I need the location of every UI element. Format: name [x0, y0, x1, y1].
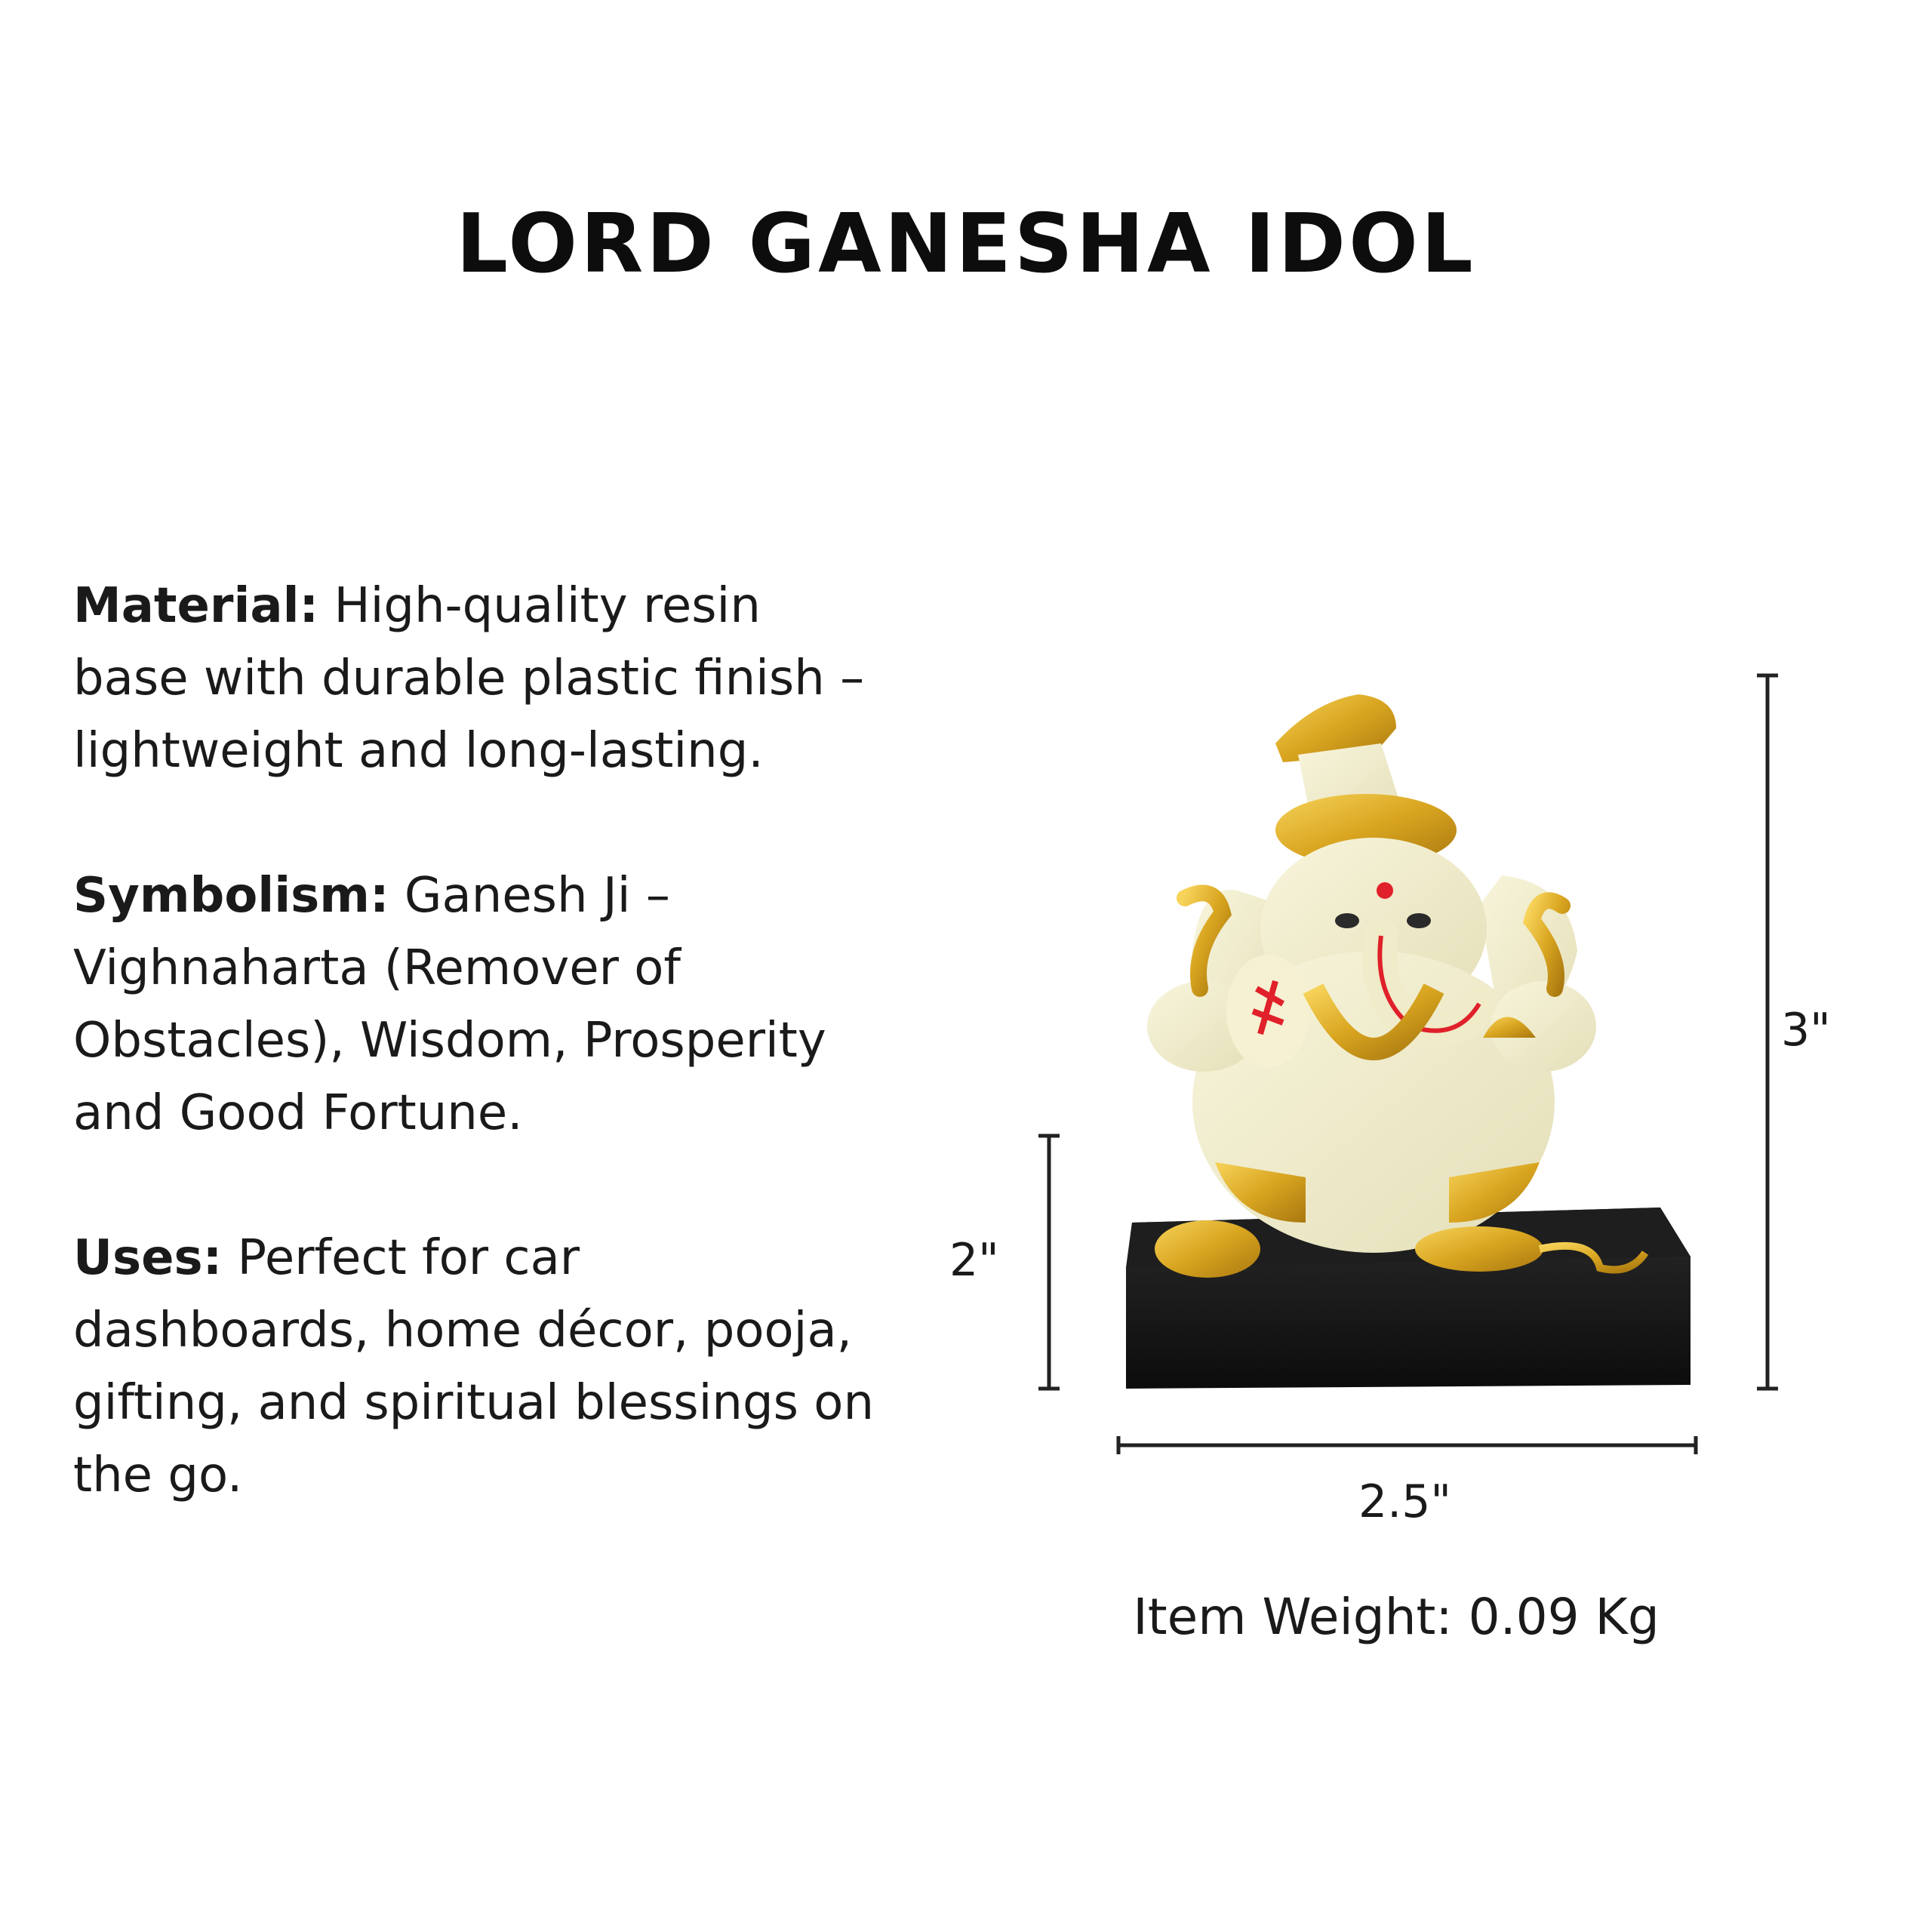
spec-label: Uses: [73, 1230, 223, 1286]
dimension-label-total-height: 3" [1781, 1004, 1831, 1057]
spec-text: Perfect for car dashboards, home décor, pooja, gifting, and spiritual blessings on the go. [73, 1230, 874, 1503]
spec-text: Ganesh Ji – Vighnaharta (Remover of Obstacles), Wisdom, Prosperity and Good Fortune. [73, 868, 826, 1141]
dimension-line-total-height [1757, 675, 1778, 1389]
spec-label: Symbolism: [73, 868, 389, 924]
spec-text: High-quality resin base with durable plastic finish – lightweight and long-lasting. [73, 578, 865, 779]
ganesha-idol [1147, 694, 1645, 1278]
page-title: LORD GANESHA IDOL [456, 197, 1476, 291]
item-weight: Item Weight: 0.09 Kg [1133, 1588, 1660, 1646]
dimension-label-width: 2.5" [1358, 1475, 1452, 1528]
dimension-line-base-height [1038, 1136, 1060, 1389]
dimension-label-base-height: 2" [949, 1234, 999, 1287]
spec-label: Material: [73, 578, 319, 634]
dimension-line-width [1118, 1436, 1696, 1454]
